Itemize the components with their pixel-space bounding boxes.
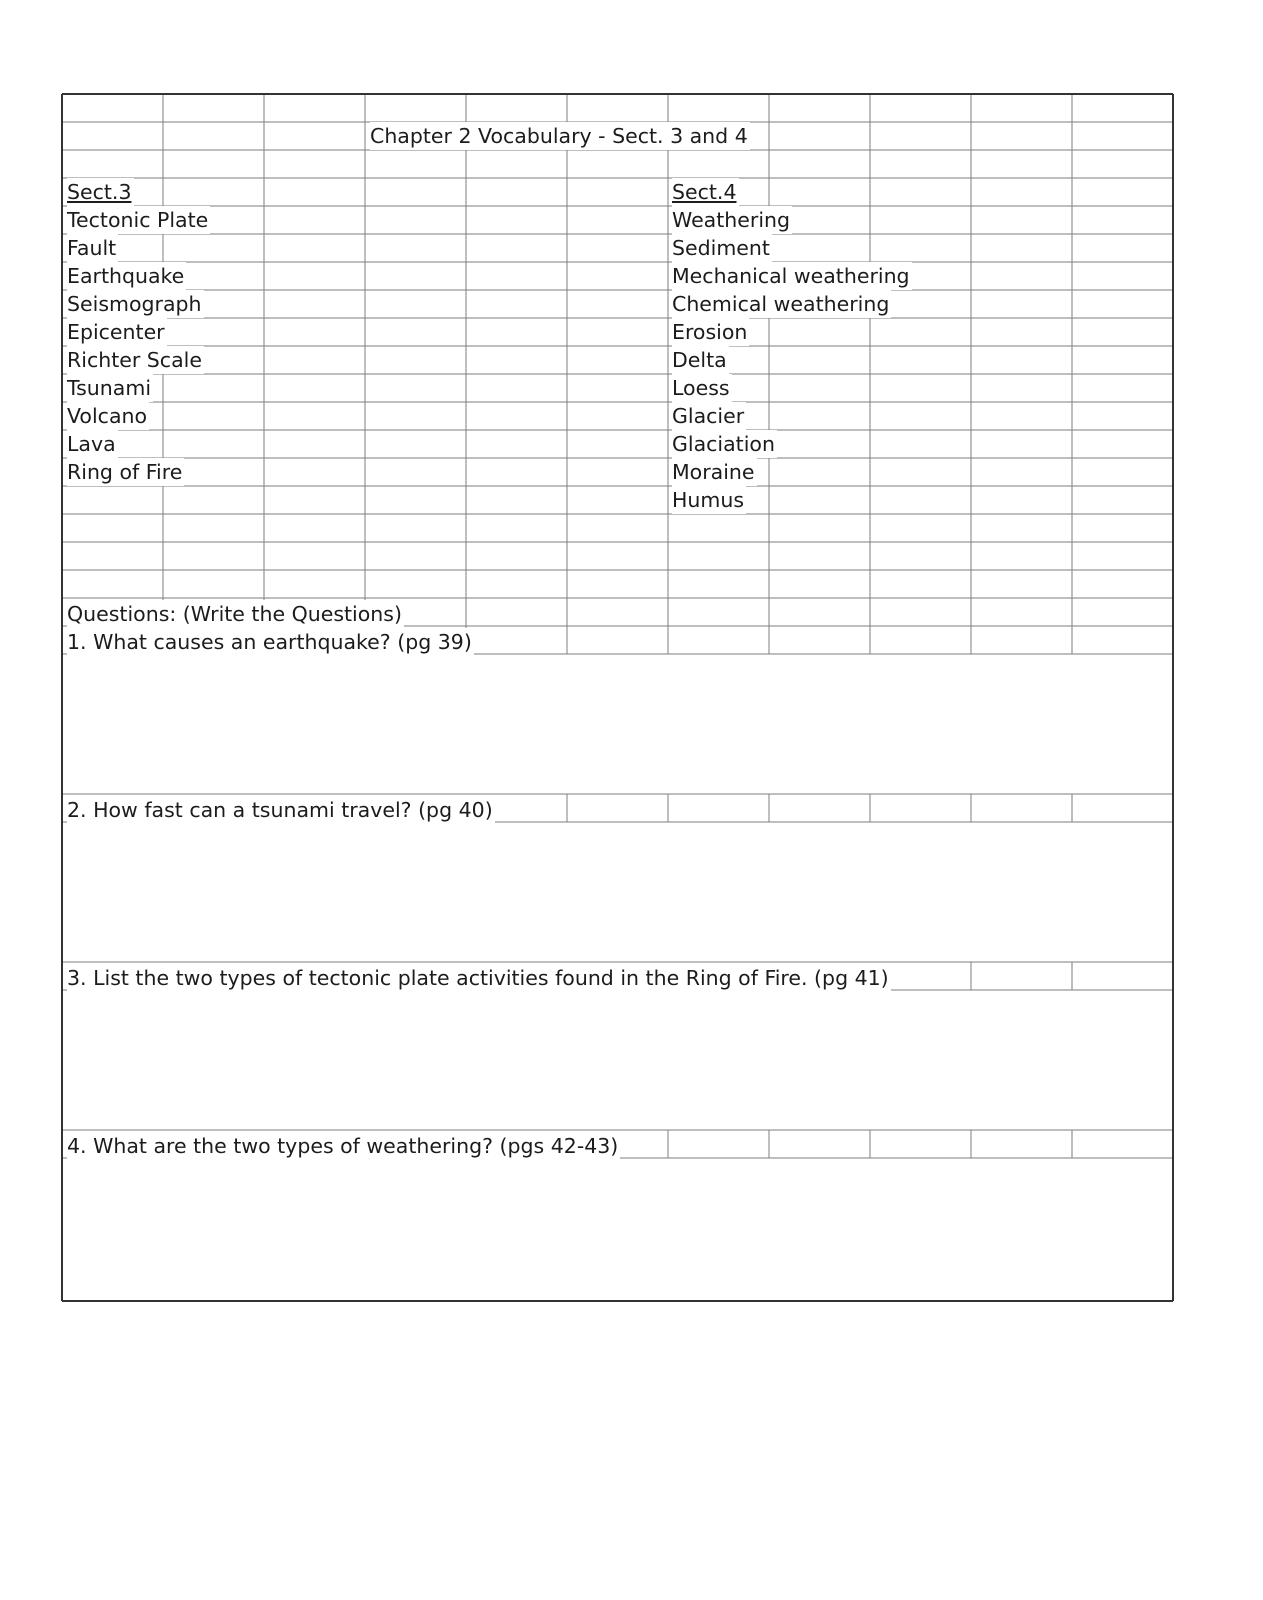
question-1: 1. What causes an earthquake? (pg 39) (67, 630, 472, 654)
sect4-term: Glacier (672, 404, 745, 428)
sect4-heading: Sect.4 (672, 180, 737, 204)
question-4: 4. What are the two types of weathering? (pgs 42-43) (67, 1134, 619, 1158)
sect4-term: Humus (672, 488, 745, 512)
worksheet-title: Chapter 2 Vocabulary - Sect. 3 and 4 (370, 124, 748, 148)
sect4-term: Delta (672, 348, 727, 372)
sect4-term: Loess (672, 376, 730, 400)
sect4-term: Mechanical weathering (672, 264, 910, 288)
sect3-term: Ring of Fire (67, 460, 183, 484)
sect3-term: Fault (67, 236, 117, 260)
sect4-term: Sediment (672, 236, 770, 260)
sect3-term: Tsunami (67, 376, 152, 400)
sect3-term: Tectonic Plate (67, 208, 209, 232)
questions-heading: Questions: (Write the Questions) (67, 602, 402, 626)
sect4-term: Glaciation (672, 432, 775, 456)
sect3-heading: Sect.3 (67, 180, 132, 204)
sect3-term: Earthquake (67, 264, 185, 288)
sect3-term: Richter Scale (67, 348, 202, 372)
question-2: 2. How fast can a tsunami travel? (pg 40) (67, 798, 493, 822)
sect4-term: Erosion (672, 320, 748, 344)
sect3-term: Seismograph (67, 292, 202, 316)
sect4-term: Moraine (672, 460, 755, 484)
sect3-term: Volcano (67, 404, 148, 428)
sect4-term: Weathering (672, 208, 791, 232)
sect4-term: Chemical weathering (672, 292, 890, 316)
question-3: 3. List the two types of tectonic plate activities found in the Ring of Fire. (pg 41) (67, 966, 889, 990)
sect3-term: Lava (67, 432, 116, 456)
sect3-term: Epicenter (67, 320, 165, 344)
